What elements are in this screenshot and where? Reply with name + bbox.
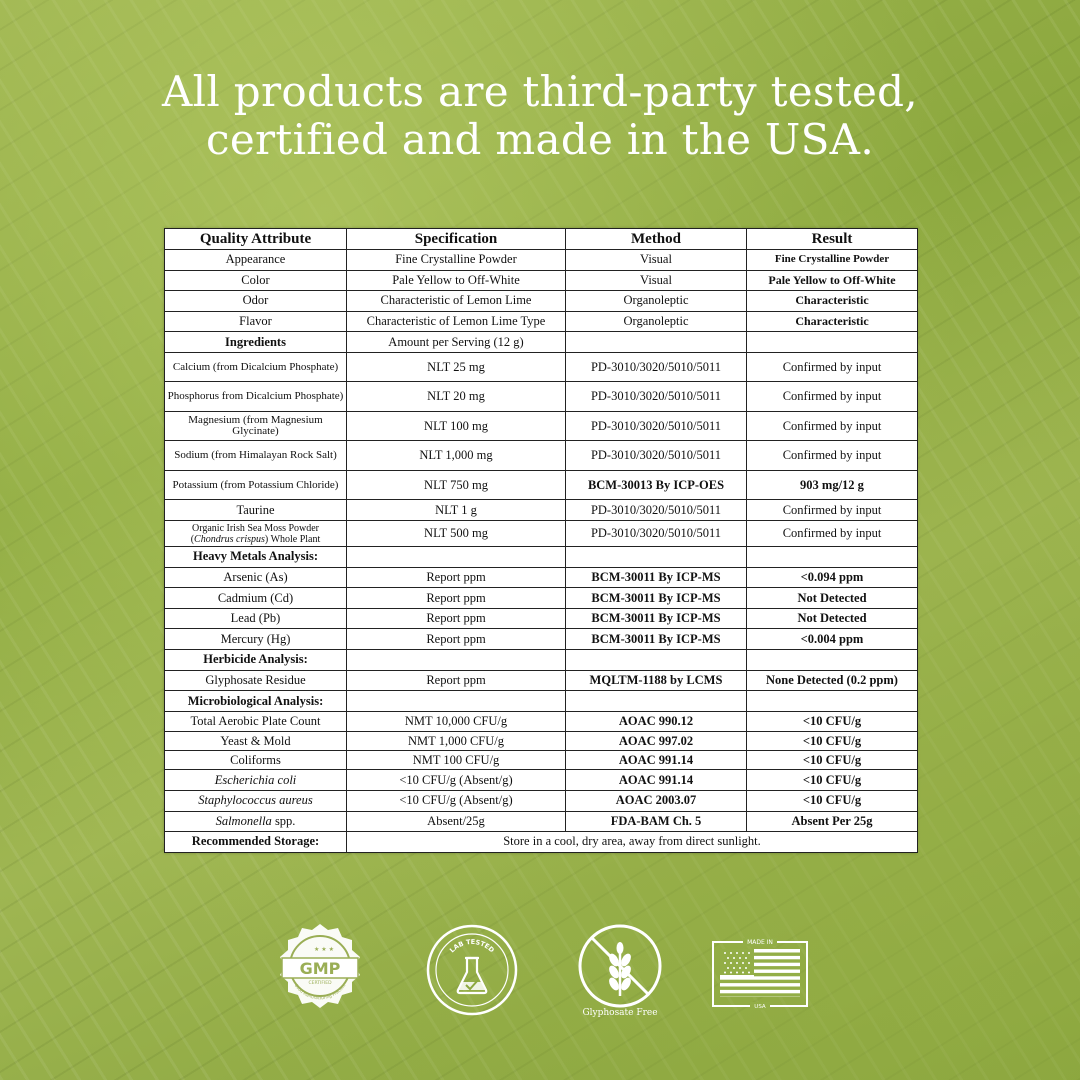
seamoss-line-1: Organic Irish Sea Moss Powder — [191, 522, 320, 534]
cell-result: Characteristic — [747, 311, 918, 332]
table-row — [165, 250, 918, 271]
gmp-arc-text: Good Manufacturing Practice — [293, 982, 347, 1001]
gmp-seal-icon — [270, 920, 370, 1020]
table-row — [165, 291, 918, 312]
cell-method: Visual — [566, 250, 747, 271]
cell-attribute: Total Aerobic Plate Count — [165, 711, 347, 732]
cell-attribute: Arsenic (As) — [165, 567, 347, 588]
cell-method: BCM-30011 By ICP-MS — [566, 567, 747, 588]
table-row — [165, 567, 918, 588]
cell-method: PD-3010/3020/5010/5011 — [566, 382, 747, 412]
seamoss-part: Whole Plant — [270, 533, 321, 545]
cell-empty — [566, 547, 747, 568]
cell-result: 903 mg/12 g — [747, 470, 918, 500]
cell-spec: <10 CFU/g (Absent/g) — [347, 791, 566, 812]
table-row — [165, 791, 918, 812]
cell-attribute: Color — [165, 270, 347, 291]
header-method: Method — [566, 229, 747, 250]
svg-text:LAB TESTED — [448, 938, 496, 955]
salmonella-name: Salmonella — [215, 813, 272, 828]
cell-empty — [347, 691, 566, 712]
cell-method: Organoleptic — [566, 291, 747, 312]
seamoss-line-2: (Chondrus crispus) Whole Plant — [190, 533, 321, 545]
cell-method: AOAC 997.02 — [566, 732, 747, 751]
cell-attribute — [165, 521, 347, 547]
cell-result: Not Detected — [747, 608, 918, 629]
cell-method: Organoleptic — [566, 311, 747, 332]
cell-result: Confirmed by input — [747, 411, 918, 441]
cell-result: Pale Yellow to Off-White — [747, 270, 918, 291]
cell-attribute: Phosphorus from Dicalcium Phosphate) — [165, 382, 347, 412]
cell-method: PD-3010/3020/5010/5011 — [566, 500, 747, 521]
table-row — [165, 608, 918, 629]
table-section-row — [165, 332, 918, 353]
cell-attribute: Coliforms — [165, 751, 347, 770]
table-header-row — [165, 229, 918, 250]
cell-method: BCM-30011 By ICP-MS — [566, 588, 747, 609]
table-row — [165, 588, 918, 609]
cell-attribute: Taurine — [165, 500, 347, 521]
cell-attribute: Escherichia coli — [165, 770, 347, 791]
table-row — [165, 352, 918, 382]
cell-result — [747, 332, 918, 353]
cell-result: Confirmed by input — [747, 441, 918, 471]
glyphosate-free-caption: Glyphosate Free — [582, 1008, 658, 1018]
cell-spec: NLT 750 mg — [347, 470, 566, 500]
cell-spec: NLT 1 g — [347, 500, 566, 521]
header-result: Result — [747, 229, 918, 250]
cell-attribute: Flavor — [165, 311, 347, 332]
cell-spec: NLT 25 mg — [347, 352, 566, 382]
cell-method: AOAC 2003.07 — [566, 791, 747, 812]
header-quality-attribute: Quality Attribute — [165, 229, 347, 250]
cell-attribute: Yeast & Mold — [165, 732, 347, 751]
cell-spec: <10 CFU/g (Absent/g) — [347, 770, 566, 791]
cell-method: MQLTM-1188 by LCMS — [566, 670, 747, 691]
cell-empty — [747, 650, 918, 671]
cell-empty — [347, 650, 566, 671]
usa-text: USA — [754, 1004, 766, 1010]
section-microbiological: Microbiological Analysis: — [165, 691, 347, 712]
cell-attribute: Staphylococcus aureus — [165, 791, 347, 812]
cell-spec: Absent/25g — [347, 811, 566, 832]
cell-method: FDA-BAM Ch. 5 — [566, 811, 747, 832]
cell-attribute: Appearance — [165, 250, 347, 271]
cell-spec: Amount per Serving (12 g) — [347, 332, 566, 353]
cell-method — [566, 332, 747, 353]
cell-method: AOAC 991.14 — [566, 751, 747, 770]
table-row — [165, 500, 918, 521]
cell-spec: Report ppm — [347, 567, 566, 588]
cell-method: Visual — [566, 270, 747, 291]
flask-icon — [422, 920, 522, 1020]
cell-method: PD-3010/3020/5010/5011 — [566, 352, 747, 382]
table-row — [165, 382, 918, 412]
table-section-row — [165, 691, 918, 712]
cell-result: Confirmed by input — [747, 352, 918, 382]
table-row-storage — [165, 832, 918, 853]
cell-attribute: Glyphosate Residue — [165, 670, 347, 691]
wheat-crossed-icon — [570, 920, 670, 1020]
cell-result: <10 CFU/g — [747, 791, 918, 812]
table-row — [165, 270, 918, 291]
cell-empty — [747, 691, 918, 712]
header-specification: Specification — [347, 229, 566, 250]
cell-result: Confirmed by input — [747, 521, 918, 547]
cell-result: Confirmed by input — [747, 382, 918, 412]
cell-result: <0.004 ppm — [747, 629, 918, 650]
table-row — [165, 670, 918, 691]
certification-badges — [0, 920, 1080, 1030]
cell-attribute: Sodium (from Himalayan Rock Salt) — [165, 441, 347, 471]
cell-spec: Pale Yellow to Off-White — [347, 270, 566, 291]
made-in-text: MADE IN — [747, 939, 773, 946]
cell-method: PD-3010/3020/5010/5011 — [566, 521, 747, 547]
section-heavy-metals: Heavy Metals Analysis: — [165, 547, 347, 568]
lab-tested-text: LAB TESTED — [448, 937, 496, 955]
cell-attribute: Lead (Pb) — [165, 608, 347, 629]
cell-spec: Characteristic of Lemon Lime Type — [347, 311, 566, 332]
table-row — [165, 311, 918, 332]
table-row — [165, 521, 918, 547]
cell-empty — [566, 650, 747, 671]
cell-attribute: Mercury (Hg) — [165, 629, 347, 650]
gmp-text: GMP — [299, 959, 341, 978]
table-row — [165, 770, 918, 791]
table-row — [165, 732, 918, 751]
cell-result: Absent Per 25g — [747, 811, 918, 832]
cell-result: <10 CFU/g — [747, 732, 918, 751]
cell-method: BCM-30011 By ICP-MS — [566, 608, 747, 629]
cell-spec: NLT 100 mg — [347, 411, 566, 441]
cell-attribute — [165, 811, 347, 832]
table-row — [165, 711, 918, 732]
cell-result: Confirmed by input — [747, 500, 918, 521]
cell-empty — [747, 547, 918, 568]
storage-instructions: Store in a cool, dry area, away from direct sunlight. — [347, 832, 918, 853]
table-row — [165, 411, 918, 441]
table-row — [165, 441, 918, 471]
cell-method: PD-3010/3020/5010/5011 — [566, 411, 747, 441]
cell-method: BCM-30011 By ICP-MS — [566, 629, 747, 650]
headline — [0, 68, 1080, 164]
cell-method: BCM-30013 By ICP-OES — [566, 470, 747, 500]
cell-attribute: Potassium (from Potassium Chloride) — [165, 470, 347, 500]
cell-spec: Report ppm — [347, 670, 566, 691]
table-row — [165, 811, 918, 832]
cell-spec: NMT 10,000 CFU/g — [347, 711, 566, 732]
headline-line-1: All products are third-party tested, — [162, 67, 918, 116]
section-ingredients: Ingredients — [165, 332, 347, 353]
cell-attribute: Magnesium (from Magnesium Glycinate) — [165, 411, 347, 441]
table-row — [165, 629, 918, 650]
quality-table-container — [164, 228, 917, 853]
cell-spec: NLT 500 mg — [347, 521, 566, 547]
cell-spec: Characteristic of Lemon Lime — [347, 291, 566, 312]
quality-table — [164, 228, 918, 853]
cell-result: Characteristic — [747, 291, 918, 312]
table-row — [165, 751, 918, 770]
us-flag-icon — [710, 920, 810, 1020]
seamoss-latin-name: Chondrus crispus — [194, 533, 265, 545]
headline-line-2: certified and made in the USA. — [206, 115, 874, 164]
cell-result: <10 CFU/g — [747, 770, 918, 791]
table-row — [165, 470, 918, 500]
cell-method: AOAC 991.14 — [566, 770, 747, 791]
cell-attribute: Calcium (from Dicalcium Phosphate) — [165, 352, 347, 382]
cell-empty — [566, 691, 747, 712]
cell-result: <10 CFU/g — [747, 711, 918, 732]
cell-spec: NLT 1,000 mg — [347, 441, 566, 471]
section-storage: Recommended Storage: — [165, 832, 347, 853]
table-section-row — [165, 547, 918, 568]
cell-attribute: Odor — [165, 291, 347, 312]
salmonella-spp: spp. — [274, 813, 296, 828]
cell-spec: Fine Crystalline Powder — [347, 250, 566, 271]
gmp-ribbon-text: CERTIFIED — [308, 981, 332, 986]
cell-spec: Report ppm — [347, 588, 566, 609]
cell-spec: NLT 20 mg — [347, 382, 566, 412]
cell-result: <10 CFU/g — [747, 751, 918, 770]
cell-spec: Report ppm — [347, 629, 566, 650]
section-herbicide: Herbicide Analysis: — [165, 650, 347, 671]
cell-result: <0.094 ppm — [747, 567, 918, 588]
table-section-row — [165, 650, 918, 671]
cell-spec: Report ppm — [347, 608, 566, 629]
cell-method: AOAC 990.12 — [566, 711, 747, 732]
cell-result: Fine Crystalline Powder — [747, 250, 918, 271]
cell-spec: NMT 1,000 CFU/g — [347, 732, 566, 751]
cell-attribute: Cadmium (Cd) — [165, 588, 347, 609]
cell-result: None Detected (0.2 ppm) — [747, 670, 918, 691]
cell-spec: NMT 100 CFU/g — [347, 751, 566, 770]
cell-method: PD-3010/3020/5010/5011 — [566, 441, 747, 471]
svg-text:★ ★ ★: ★ ★ ★ — [314, 946, 334, 953]
cell-empty — [347, 547, 566, 568]
cell-result: Not Detected — [747, 588, 918, 609]
